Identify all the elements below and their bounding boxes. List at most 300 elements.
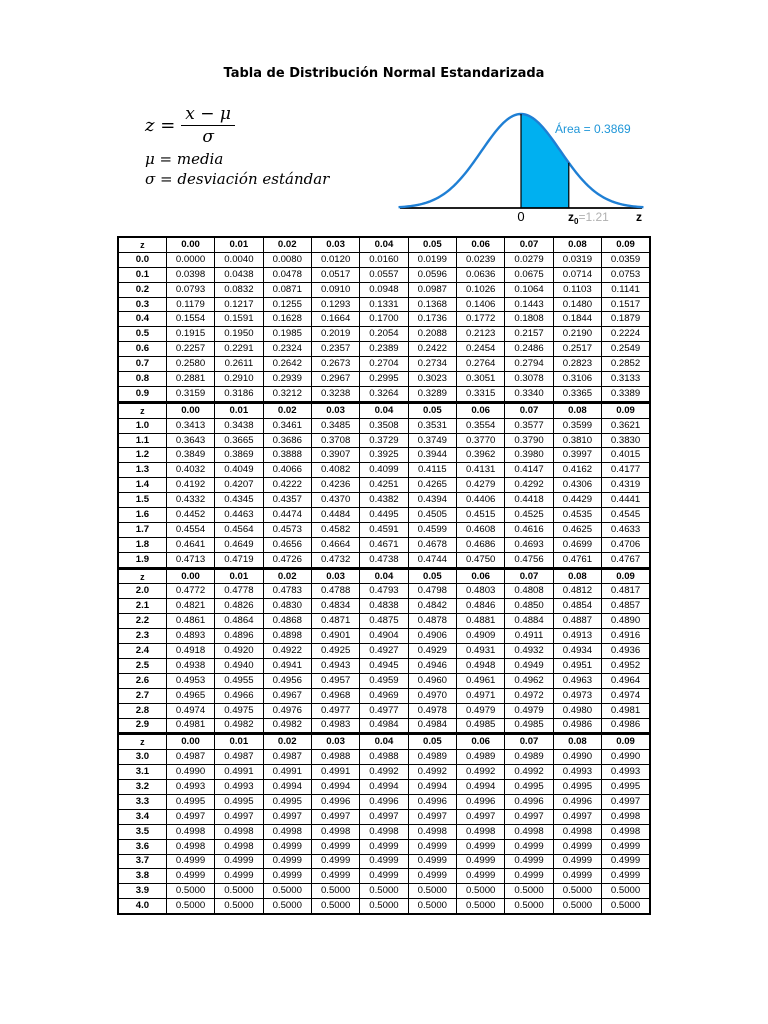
table-row (118, 703, 650, 718)
table-row (118, 644, 650, 659)
header-column-cell: 0.05 (408, 402, 456, 418)
probability-cell: 0.4974 (166, 703, 214, 718)
probability-cell: 0.1406 (457, 297, 505, 312)
probability-cell: 0.4918 (166, 644, 214, 659)
table-row (118, 448, 650, 463)
probability-cell: 0.3289 (408, 386, 456, 402)
probability-cell: 0.4850 (505, 599, 553, 614)
table-row (118, 327, 650, 342)
header-column-cell: 0.02 (263, 568, 311, 584)
probability-cell: 0.4788 (311, 584, 359, 599)
probability-cell: 0.4992 (457, 765, 505, 780)
probability-cell: 0.4984 (360, 718, 408, 734)
table-row (118, 750, 650, 765)
probability-cell: 0.4999 (457, 869, 505, 884)
probability-cell: 0.4898 (263, 629, 311, 644)
probability-cell: 0.4671 (360, 537, 408, 552)
probability-cell: 0.4999 (360, 854, 408, 869)
probability-cell: 0.4949 (505, 658, 553, 673)
probability-cell: 0.4967 (263, 688, 311, 703)
probability-cell: 0.2357 (311, 342, 359, 357)
probability-cell: 0.4997 (360, 809, 408, 824)
zero-label: 0 (517, 209, 525, 224)
probability-cell: 0.4821 (166, 599, 214, 614)
probability-cell: 0.4995 (602, 780, 650, 795)
probability-cell: 0.4990 (602, 750, 650, 765)
probability-cell: 0.4945 (360, 658, 408, 673)
probability-cell: 0.4996 (457, 794, 505, 809)
probability-cell: 0.4993 (166, 780, 214, 795)
probability-cell: 0.4997 (311, 809, 359, 824)
probability-cell: 0.1844 (553, 312, 601, 327)
probability-cell: 0.3621 (602, 418, 650, 433)
header-column-cell: 0.09 (602, 237, 650, 252)
probability-cell: 0.4192 (166, 478, 214, 493)
probability-cell: 0.4834 (311, 599, 359, 614)
probability-cell: 0.4985 (505, 718, 553, 734)
probability-cell: 0.2291 (215, 342, 263, 357)
probability-cell: 0.4980 (553, 703, 601, 718)
probability-cell: 0.4981 (166, 718, 214, 734)
header-column-cell: 0.02 (263, 237, 311, 252)
row-z-label: 0.1 (118, 267, 166, 282)
probability-cell: 0.4573 (263, 522, 311, 537)
probability-cell: 0.4996 (408, 794, 456, 809)
row-z-label: 1.0 (118, 418, 166, 433)
row-z-label: 0.5 (118, 327, 166, 342)
probability-cell: 0.4978 (408, 703, 456, 718)
probability-cell: 0.4997 (166, 809, 214, 824)
probability-cell: 0.4981 (602, 703, 650, 718)
probability-cell: 0.4989 (408, 750, 456, 765)
table-row (118, 599, 650, 614)
row-z-label: 2.3 (118, 629, 166, 644)
probability-cell: 0.4999 (263, 854, 311, 869)
table-row (118, 584, 650, 599)
probability-cell: 0.4582 (311, 522, 359, 537)
probability-cell: 0.1591 (215, 312, 263, 327)
probability-cell: 0.3485 (311, 418, 359, 433)
header-column-cell: 0.07 (505, 237, 553, 252)
row-z-label: 3.2 (118, 780, 166, 795)
probability-cell: 0.1141 (602, 282, 650, 297)
row-z-label: 3.5 (118, 824, 166, 839)
probability-cell: 0.4649 (215, 537, 263, 552)
probability-cell: 0.4994 (311, 780, 359, 795)
probability-cell: 0.4842 (408, 599, 456, 614)
probability-cell: 0.3051 (457, 372, 505, 387)
probability-cell: 0.3133 (602, 372, 650, 387)
probability-cell: 0.4222 (263, 478, 311, 493)
probability-cell: 0.3438 (215, 418, 263, 433)
probability-cell: 0.3365 (553, 386, 601, 402)
probability-cell: 0.3643 (166, 433, 214, 448)
probability-cell: 0.0871 (263, 282, 311, 297)
probability-cell: 0.2224 (602, 327, 650, 342)
probability-cell: 0.4951 (553, 658, 601, 673)
probability-cell: 0.2580 (166, 357, 214, 372)
probability-cell: 0.4756 (505, 552, 553, 568)
row-z-label: 3.6 (118, 839, 166, 854)
row-z-label: 3.8 (118, 869, 166, 884)
probability-cell: 0.4998 (602, 809, 650, 824)
probability-cell: 0.4920 (215, 644, 263, 659)
row-z-label: 2.4 (118, 644, 166, 659)
probability-cell: 0.0910 (311, 282, 359, 297)
probability-cell: 0.4066 (263, 463, 311, 478)
probability-cell: 0.4974 (602, 688, 650, 703)
table-row (118, 252, 650, 267)
probability-cell: 0.4934 (553, 644, 601, 659)
header-z-cell: z (118, 237, 166, 252)
header-column-cell: 0.02 (263, 402, 311, 418)
probability-cell: 0.4959 (360, 673, 408, 688)
probability-cell: 0.4943 (311, 658, 359, 673)
probability-cell: 0.4265 (408, 478, 456, 493)
probability-cell: 0.3264 (360, 386, 408, 402)
probability-cell: 0.1985 (263, 327, 311, 342)
probability-cell: 0.4738 (360, 552, 408, 568)
probability-cell: 0.4999 (602, 839, 650, 854)
probability-cell: 0.4999 (166, 854, 214, 869)
row-z-label: 0.3 (118, 297, 166, 312)
probability-cell: 0.2019 (311, 327, 359, 342)
row-z-label: 0.2 (118, 282, 166, 297)
z-distribution-table (117, 236, 651, 915)
probability-cell: 0.4901 (311, 629, 359, 644)
probability-cell: 0.4998 (360, 824, 408, 839)
probability-cell: 0.5000 (553, 884, 601, 899)
header-column-cell: 0.06 (457, 237, 505, 252)
probability-cell: 0.4991 (215, 765, 263, 780)
probability-cell: 0.4996 (553, 794, 601, 809)
page-title: Tabla de Distribución Normal Estandarizada (223, 66, 545, 81)
probability-cell: 0.4988 (311, 750, 359, 765)
probability-cell: 0.4997 (602, 794, 650, 809)
probability-cell: 0.3413 (166, 418, 214, 433)
row-z-label: 3.7 (118, 854, 166, 869)
formula-equation (145, 104, 329, 147)
formula-lhs: z = (145, 115, 176, 136)
table-row (118, 765, 650, 780)
probability-cell: 0.4989 (505, 750, 553, 765)
probability-cell: 0.4925 (311, 644, 359, 659)
probability-cell: 0.4955 (215, 673, 263, 688)
probability-cell: 0.1628 (263, 312, 311, 327)
table-row (118, 673, 650, 688)
header-column-cell: 0.06 (457, 402, 505, 418)
probability-cell: 0.3888 (263, 448, 311, 463)
probability-cell: 0.0438 (215, 267, 263, 282)
probability-cell: 0.4564 (215, 522, 263, 537)
probability-cell: 0.4977 (311, 703, 359, 718)
probability-cell: 0.1255 (263, 297, 311, 312)
probability-cell: 0.4956 (263, 673, 311, 688)
probability-cell: 0.4857 (602, 599, 650, 614)
probability-cell: 0.4693 (505, 537, 553, 552)
probability-cell: 0.0199 (408, 252, 456, 267)
probability-cell: 0.3315 (457, 386, 505, 402)
probability-cell: 0.3665 (215, 433, 263, 448)
probability-cell: 0.5000 (166, 899, 214, 914)
row-z-label: 3.3 (118, 794, 166, 809)
table-row (118, 478, 650, 493)
probability-cell: 0.3944 (408, 448, 456, 463)
probability-cell: 0.4783 (263, 584, 311, 599)
probability-cell: 0.4049 (215, 463, 263, 478)
probability-cell: 0.3599 (553, 418, 601, 433)
normal-curve-figure (398, 100, 648, 231)
probability-cell: 0.3869 (215, 448, 263, 463)
probability-cell: 0.4890 (602, 614, 650, 629)
probability-cell: 0.4633 (602, 522, 650, 537)
row-z-label: 1.8 (118, 537, 166, 552)
probability-cell: 0.1879 (602, 312, 650, 327)
probability-cell: 0.1808 (505, 312, 553, 327)
row-z-label: 1.7 (118, 522, 166, 537)
probability-cell: 0.3810 (553, 433, 601, 448)
probability-cell: 0.4744 (408, 552, 456, 568)
probability-cell: 0.3106 (553, 372, 601, 387)
probability-cell: 0.0675 (505, 267, 553, 282)
probability-cell: 0.4838 (360, 599, 408, 614)
probability-cell: 0.4993 (553, 765, 601, 780)
probability-cell: 0.4979 (505, 703, 553, 718)
probability-cell: 0.2734 (408, 357, 456, 372)
probability-cell: 0.4207 (215, 478, 263, 493)
probability-cell: 0.2764 (457, 357, 505, 372)
probability-cell: 0.4932 (505, 644, 553, 659)
probability-cell: 0.4998 (457, 824, 505, 839)
row-z-label: 1.4 (118, 478, 166, 493)
probability-cell: 0.4940 (215, 658, 263, 673)
probability-cell: 0.4099 (360, 463, 408, 478)
row-z-label: 1.1 (118, 433, 166, 448)
table-row (118, 824, 650, 839)
probability-cell: 0.4994 (408, 780, 456, 795)
probability-cell: 0.5000 (505, 899, 553, 914)
sigma-definition: σ = desviación estándar (145, 170, 330, 188)
probability-cell: 0.4994 (457, 780, 505, 795)
probability-cell: 0.4441 (602, 493, 650, 508)
probability-cell: 0.1064 (505, 282, 553, 297)
table-row (118, 854, 650, 869)
probability-cell: 0.4332 (166, 493, 214, 508)
probability-cell: 0.4996 (311, 794, 359, 809)
probability-cell: 0.4965 (166, 688, 214, 703)
probability-cell: 0.4871 (311, 614, 359, 629)
probability-cell: 0.2704 (360, 357, 408, 372)
probability-cell: 0.4994 (360, 780, 408, 795)
row-z-label: 1.6 (118, 508, 166, 523)
probability-cell: 0.1772 (457, 312, 505, 327)
probability-cell: 0.4998 (215, 839, 263, 854)
probability-cell: 0.4846 (457, 599, 505, 614)
probability-cell: 0.3830 (602, 433, 650, 448)
table-row (118, 552, 650, 568)
row-z-label: 0.0 (118, 252, 166, 267)
probability-cell: 0.4699 (553, 537, 601, 552)
probability-cell: 0.4988 (360, 750, 408, 765)
probability-cell: 0.4999 (263, 839, 311, 854)
row-z-label: 0.9 (118, 386, 166, 402)
table-header-row (118, 734, 650, 750)
probability-cell: 0.4505 (408, 508, 456, 523)
header-column-cell: 0.01 (215, 734, 263, 750)
z0-label (568, 210, 609, 226)
probability-cell: 0.4726 (263, 552, 311, 568)
probability-cell: 0.2881 (166, 372, 214, 387)
probability-cell: 0.4452 (166, 508, 214, 523)
row-z-label: 2.5 (118, 658, 166, 673)
probability-cell: 0.4812 (553, 584, 601, 599)
probability-cell: 0.4995 (166, 794, 214, 809)
probability-cell: 0.4970 (408, 688, 456, 703)
probability-cell: 0.4997 (263, 809, 311, 824)
row-z-label: 0.8 (118, 372, 166, 387)
probability-cell: 0.4963 (553, 673, 601, 688)
probability-cell: 0.4984 (408, 718, 456, 734)
probability-cell: 0.3980 (505, 448, 553, 463)
probability-cell: 0.0279 (505, 252, 553, 267)
probability-cell: 0.1950 (215, 327, 263, 342)
z-score-formula (145, 104, 329, 189)
probability-cell: 0.4999 (311, 869, 359, 884)
probability-cell: 0.4999 (311, 839, 359, 854)
header-column-cell: 0.03 (311, 237, 359, 252)
probability-cell: 0.4177 (602, 463, 650, 478)
probability-cell: 0.2054 (360, 327, 408, 342)
table-row (118, 537, 650, 552)
row-z-label: 1.2 (118, 448, 166, 463)
probability-cell: 0.4767 (602, 552, 650, 568)
probability-cell: 0.3159 (166, 386, 214, 402)
probability-cell: 0.4998 (166, 824, 214, 839)
probability-cell: 0.4429 (553, 493, 601, 508)
probability-cell: 0.4803 (457, 584, 505, 599)
probability-cell: 0.0319 (553, 252, 601, 267)
probability-cell: 0.1331 (360, 297, 408, 312)
probability-cell: 0.4999 (602, 869, 650, 884)
row-z-label: 1.9 (118, 552, 166, 568)
header-column-cell: 0.04 (360, 237, 408, 252)
probability-cell: 0.5000 (166, 884, 214, 899)
probability-cell: 0.4664 (311, 537, 359, 552)
header-z-cell: z (118, 734, 166, 750)
probability-cell: 0.0596 (408, 267, 456, 282)
probability-cell: 0.4973 (553, 688, 601, 703)
probability-cell: 0.4953 (166, 673, 214, 688)
probability-cell: 0.4830 (263, 599, 311, 614)
header-column-cell: 0.08 (553, 734, 601, 750)
probability-cell: 0.4162 (553, 463, 601, 478)
z0-letter: z (568, 210, 574, 224)
probability-cell: 0.4713 (166, 552, 214, 568)
area-label: Área = 0.3869 (555, 122, 631, 136)
probability-cell: 0.4998 (215, 824, 263, 839)
header-column-cell: 0.09 (602, 734, 650, 750)
probability-cell: 0.2939 (263, 372, 311, 387)
probability-cell: 0.4948 (457, 658, 505, 673)
probability-cell: 0.4992 (360, 765, 408, 780)
header-column-cell: 0.07 (505, 402, 553, 418)
probability-cell: 0.1700 (360, 312, 408, 327)
row-z-label: 2.1 (118, 599, 166, 614)
probability-cell: 0.0714 (553, 267, 601, 282)
header-column-cell: 0.03 (311, 568, 359, 584)
probability-cell: 0.4884 (505, 614, 553, 629)
header-column-cell: 0.06 (457, 568, 505, 584)
z0-value: =1.21 (578, 210, 609, 224)
probability-cell: 0.4989 (457, 750, 505, 765)
probability-cell: 0.4798 (408, 584, 456, 599)
row-z-label: 0.7 (118, 357, 166, 372)
axis-z-label: z (636, 210, 642, 224)
header-column-cell: 0.00 (166, 568, 214, 584)
header-column-cell: 0.09 (602, 402, 650, 418)
probability-cell: 0.5000 (263, 884, 311, 899)
probability-cell: 0.4808 (505, 584, 553, 599)
table-row (118, 780, 650, 795)
header-column-cell: 0.00 (166, 402, 214, 418)
probability-cell: 0.4292 (505, 478, 553, 493)
probability-cell: 0.4535 (553, 508, 601, 523)
probability-cell: 0.4962 (505, 673, 553, 688)
probability-cell: 0.4976 (263, 703, 311, 718)
probability-cell: 0.2422 (408, 342, 456, 357)
probability-cell: 0.4251 (360, 478, 408, 493)
table-row (118, 839, 650, 854)
probability-cell: 0.4861 (166, 614, 214, 629)
probability-cell: 0.4999 (505, 869, 553, 884)
row-z-label: 2.9 (118, 718, 166, 734)
probability-cell: 0.4999 (457, 854, 505, 869)
table-body (118, 237, 650, 914)
probability-cell: 0.4719 (215, 552, 263, 568)
probability-cell: 0.4896 (215, 629, 263, 644)
table-row (118, 899, 650, 914)
table-row (118, 614, 650, 629)
probability-cell: 0.4357 (263, 493, 311, 508)
table-row (118, 267, 650, 282)
probability-cell: 0.4998 (505, 824, 553, 839)
table-header-row (118, 568, 650, 584)
probability-cell: 0.5000 (360, 884, 408, 899)
probability-cell: 0.2486 (505, 342, 553, 357)
probability-cell: 0.0832 (215, 282, 263, 297)
probability-cell: 0.4750 (457, 552, 505, 568)
probability-cell: 0.1026 (457, 282, 505, 297)
probability-cell: 0.4977 (360, 703, 408, 718)
table-row (118, 658, 650, 673)
header-column-cell: 0.07 (505, 568, 553, 584)
probability-cell: 0.1293 (311, 297, 359, 312)
probability-cell: 0.5000 (215, 884, 263, 899)
probability-cell: 0.4999 (166, 869, 214, 884)
probability-cell: 0.4922 (263, 644, 311, 659)
header-column-cell: 0.08 (553, 402, 601, 418)
probability-cell: 0.4032 (166, 463, 214, 478)
probability-cell: 0.4495 (360, 508, 408, 523)
formula-fraction (181, 104, 235, 147)
probability-cell: 0.4999 (215, 854, 263, 869)
probability-cell: 0.3461 (263, 418, 311, 433)
probability-cell: 0.0239 (457, 252, 505, 267)
probability-cell: 0.4997 (553, 809, 601, 824)
probability-cell: 0.4997 (408, 809, 456, 824)
probability-cell: 0.4931 (457, 644, 505, 659)
probability-cell: 0.4986 (553, 718, 601, 734)
